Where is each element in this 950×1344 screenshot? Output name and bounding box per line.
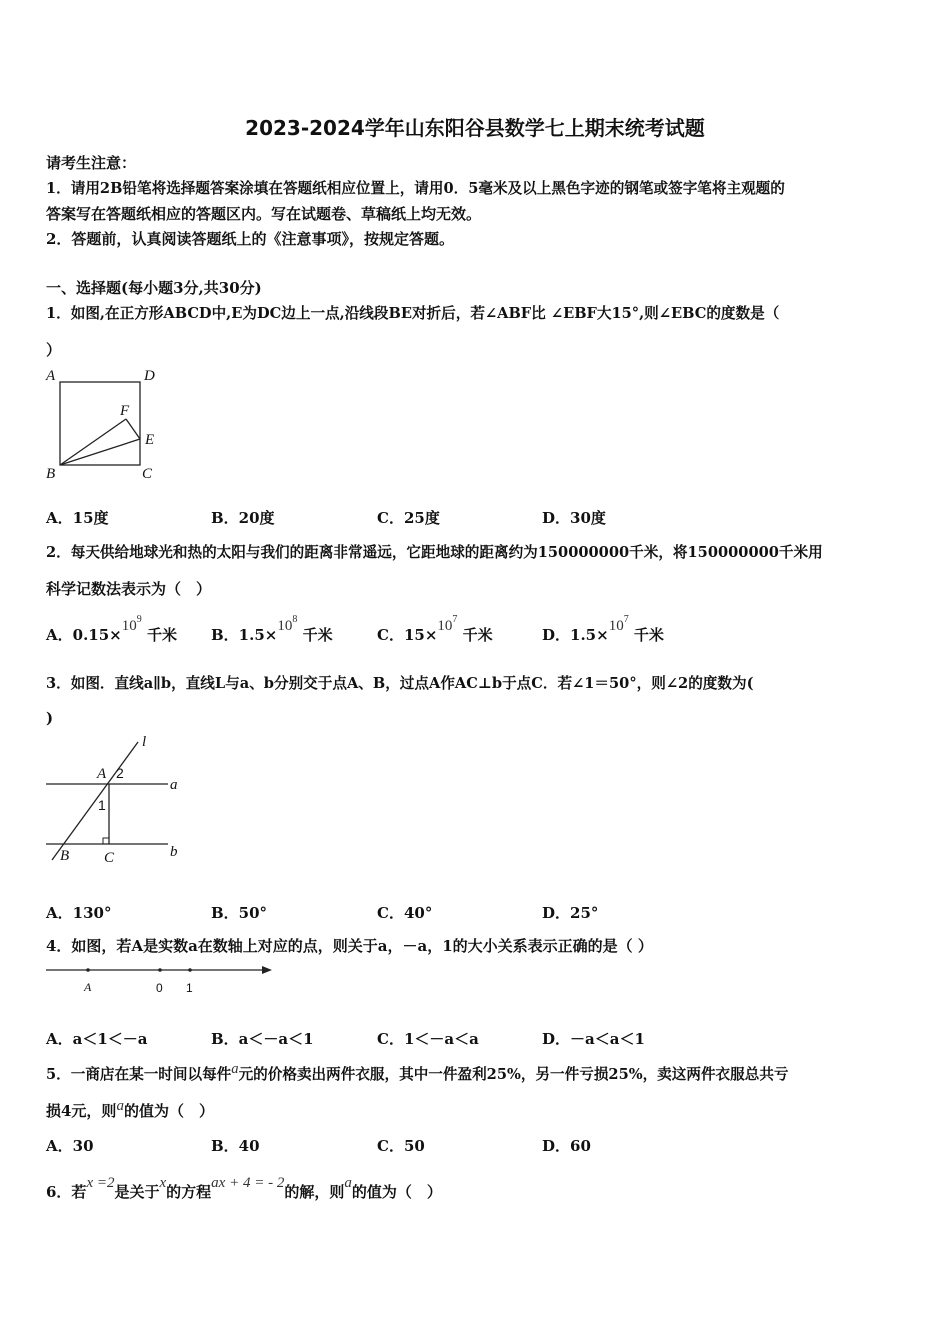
q6-equation: ax + 4 = - 2 <box>211 1175 285 1191</box>
label-a-line: a <box>170 777 178 793</box>
q2-option-d-exp: 7 <box>623 614 629 625</box>
q6-text <box>46 1175 442 1202</box>
q5-option-b[interactable]: B．40 <box>211 1137 260 1155</box>
q3-parallel-lines-figure <box>40 732 190 867</box>
q1-text-cont: ） <box>46 341 62 359</box>
notice-line-2: 2．答题前，认真阅读答题纸上的《注意事项》，按规定答题。 <box>46 230 454 248</box>
q6-eq-x-2: x =2 <box>86 1175 115 1191</box>
q2-option-c-base: 10 <box>437 618 453 634</box>
q1-text: 1．如图,在正方形ABCD中,E为DC边上一点,沿线段BE对折后，若∠ABF比 ∠EBF大15°,则∠EBC的度数是（ <box>46 305 780 322</box>
q1-option-a[interactable]: A．15度 <box>46 509 109 527</box>
q5-text-cont <box>46 1100 214 1121</box>
q6-part1: 6．若 <box>46 1183 87 1201</box>
label-f: F <box>120 403 130 419</box>
axis-label-zero: 0 <box>156 981 163 995</box>
q3-option-b[interactable]: B．50° <box>211 904 268 922</box>
q2-option-d-coef: D．1.5× <box>542 626 609 644</box>
q2-text-cont: 科学记数法表示为（ ） <box>46 580 212 598</box>
label-d: D <box>144 368 155 384</box>
q1-option-b[interactable]: B．20度 <box>211 509 275 527</box>
label-c: C <box>142 466 153 482</box>
q2-option-b-exp: 8 <box>292 614 298 625</box>
label-a-point: A <box>97 766 107 782</box>
q2-option-c-unit: 千米 <box>462 626 493 644</box>
q2-option-b[interactable] <box>211 614 333 645</box>
q5-text-part2: 元的价格卖出两件衣服，其中一件盈利25%，另一件亏损25%，卖这两件衣服总共亏 <box>238 1066 789 1083</box>
q2-option-a-exp: 9 <box>136 614 142 625</box>
q3-option-a[interactable]: A．130° <box>46 904 112 922</box>
q5-text-part4: 的值为（ ） <box>123 1102 214 1120</box>
q5-option-d[interactable]: D．60 <box>542 1137 591 1155</box>
q2-option-a-coef: A．0.15× <box>46 626 122 644</box>
q2-option-a-unit: 千米 <box>146 626 177 644</box>
q3-text: 3．如图．直线a∥b，直线L与a、b分别交于点A、B，过点A作AC⊥b于点C．若∠1＝50°，则∠2的度数为( <box>46 675 754 692</box>
q4-option-b[interactable]: B．a＜－a＜1 <box>211 1030 314 1048</box>
q3-option-d[interactable]: D．25° <box>542 904 599 922</box>
point-a <box>86 968 90 972</box>
q5-var-a-2: a <box>116 1098 124 1114</box>
axis-arrow-icon <box>262 966 272 974</box>
q6-var-x: x <box>159 1175 167 1191</box>
axis-label-one: 1 <box>186 981 193 995</box>
q1-option-d[interactable]: D．30度 <box>542 509 606 527</box>
q6-part5: 的值为（ ） <box>351 1183 442 1201</box>
point-one <box>188 968 192 972</box>
point-zero <box>158 968 162 972</box>
q4-text: 4．如图，若A是实数a在数轴上对应的点，则关于a，－a，1的大小关系表示正确的是（ ） <box>46 937 653 955</box>
q5-option-a[interactable]: A．30 <box>46 1137 94 1155</box>
q3-option-c[interactable]: C．40° <box>377 904 433 922</box>
notice-heading: 请考生注意： <box>46 154 137 172</box>
q4-option-a[interactable]: A．a＜1＜－a <box>46 1030 148 1048</box>
axis-label-a: A <box>84 980 92 994</box>
q1-square-figure <box>40 362 170 487</box>
segment-bf <box>60 419 126 465</box>
q3-text-cont: ) <box>46 709 54 727</box>
q2-option-c-coef: C．15× <box>377 626 438 644</box>
q2-option-b-unit: 千米 <box>302 626 333 644</box>
q5-text <box>46 1063 789 1084</box>
q2-option-d-unit: 千米 <box>633 626 664 644</box>
label-b: B <box>46 466 56 482</box>
q6-part4: 的解，则 <box>284 1183 345 1201</box>
q6-var-a: a <box>344 1175 352 1191</box>
page-title: 2023-2024学年山东阳谷县数学七上期末统考试题 <box>245 116 705 140</box>
segment-fe <box>126 419 140 439</box>
q2-option-b-base: 10 <box>277 618 293 634</box>
q4-number-line <box>40 960 280 1000</box>
notice-line-1a: 1．请用2B铅笔将选择题答案涂填在答题纸相应位置上，请用0．5毫米及以上黑色字迹的钢笔或签字笔将主观题的 <box>46 180 785 197</box>
notice-line-1b: 答案写在答题纸相应的答题区内。写在试题卷、草稿纸上均无效。 <box>46 205 482 223</box>
label-l: l <box>142 734 147 750</box>
q2-option-c-exp: 7 <box>452 614 458 625</box>
label-a: A <box>46 368 56 384</box>
label-c-point: C <box>104 850 115 866</box>
q5-option-c[interactable]: C．50 <box>377 1137 425 1155</box>
q4-option-d[interactable]: D．－a＜a＜1 <box>542 1030 645 1048</box>
line-l <box>52 742 138 860</box>
q4-option-c[interactable]: C．1＜－a＜a <box>377 1030 479 1048</box>
segment-be <box>60 439 140 465</box>
q2-option-b-coef: B．1.5× <box>211 626 278 644</box>
q2-option-c[interactable] <box>377 614 493 645</box>
q2-text: 2．每天供给地球光和热的太阳与我们的距离非常遥远，它距地球的距离约为150000000千米，将150000000千米用 <box>46 544 823 561</box>
label-angle-2: 2 <box>116 765 124 781</box>
q6-part2: 是关于 <box>114 1183 160 1201</box>
label-b-point: B <box>60 848 70 864</box>
q2-option-d[interactable] <box>542 614 664 645</box>
label-b-line: b <box>170 844 178 860</box>
section-heading: 一、选择题(每小题3分,共30分) <box>46 279 262 297</box>
q5-text-part3: 损4元，则 <box>46 1102 117 1120</box>
label-e: E <box>145 432 155 448</box>
q6-part3: 的方程 <box>166 1183 212 1201</box>
q2-option-a[interactable] <box>46 614 177 645</box>
q5-var-a: a <box>231 1061 239 1077</box>
q5-text-part1: 5．一商店在某一时间以每件 <box>46 1066 232 1083</box>
q2-option-d-base: 10 <box>608 618 624 634</box>
label-angle-1: 1 <box>98 797 106 813</box>
q1-option-c[interactable]: C．25度 <box>377 509 440 527</box>
q2-option-a-base: 10 <box>121 618 137 634</box>
right-angle-mark <box>103 838 109 844</box>
